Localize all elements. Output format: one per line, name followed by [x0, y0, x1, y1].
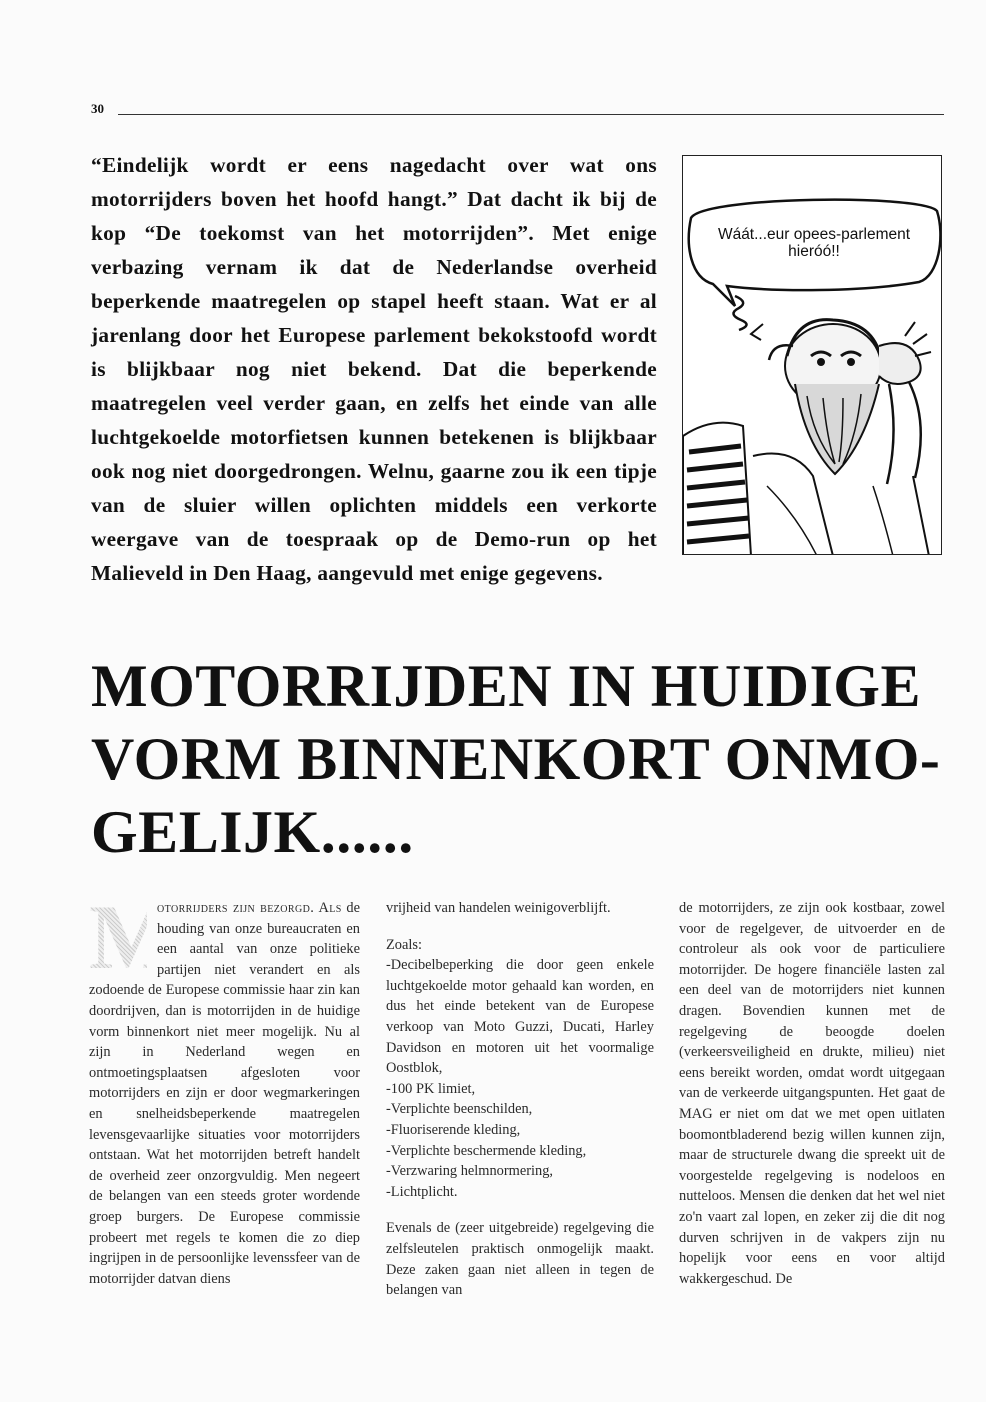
article-body [0, 886, 986, 1368]
list-item: -Verplichte beenschilden, [386, 1101, 533, 1118]
lead-smallcaps: otorrijders zijn bezorgd. Als [157, 900, 342, 916]
article-headline [91, 650, 971, 869]
intro-paragraph [91, 148, 657, 590]
header-rule [118, 114, 944, 115]
article-column-3 [679, 898, 945, 1305]
speech-line-1: Wáát...eur opees-parlement [717, 226, 911, 243]
column-1-text: de houding van onze bureaucraten en een aantal van onze politieke partijen niet verandert en als zodoende de Europese commissie haar zin kan doordrijven, dan is motorrijden in de huidige vorm binnenkort niet meer mogelijk. Nu al zijn in Nederland wegen en ontmoetingsplaatsen afgesloten voor motorrijders en zijn er door wegmarkeringen en snelheidsbeperkende maatregelen levensgevaarlijke situaties voor motorrijders ontstaan. Wat het motorrijden betreft handelt de overheid zeer onzorgvuldig. Men negeert de belangen van een steeds groter wordende groep burgers. De Europese commissie probeert met regels te komen die zo diep ingrijpen in de persoonlijke levenssfeer van de motorrijder datvan diens [89, 900, 361, 1287]
column-3-text: de motorrijders, ze zijn ook kostbaar, zowel voor de regelgever, de uitvoerder en de controleur als ook voor de particuliere motorrijder. De hogere financiële lasten zal een deel van de motorrijders niet kunnen dragen. Bovendien kunnen met de regelgeving de beoogde doelen (verkeersveiligheid en drukte, milieu) niet eens bereikt worden, omdat wordt uitgegaan van de verkeerde uitgangspunten. Het gaat de MAG er niet om dat we met open uitlaten boomontbladerend bezig willen kunnen zijn, maar de structurele dwang die spreekt uit de voorgestelde regelgeving is nodeloos en nutteloos. Mensen die denken dat het wel niet zo'n vaart zal lopen, en zeker zij die dit nog durven schrijven in de vakpers zijn nu hopelijk voor eens en voor altijd wakkergeschud. De [679, 900, 945, 1287]
drop-cap-letter: M [89, 886, 176, 988]
article-column-1 [89, 886, 361, 1289]
list-item: -Lichtplicht. [386, 1183, 458, 1200]
drop-cap [89, 886, 176, 988]
cartoon-illustration [682, 155, 942, 555]
speech-line-2: hieróó!! [788, 243, 840, 260]
biker-figure [683, 320, 931, 555]
list-item: -100 PK limiet, [386, 1080, 476, 1097]
headline-line-1: MOTORRIJDEN IN HUIDIGE [91, 653, 921, 719]
list-intro: Zoals: [386, 936, 422, 953]
intro-text: “Eindelijk wordt er eens nagedacht over wat ons motorrijders boven het hoofd hangt.” Dat dacht ik bij de kop “De toekomst van het motorrijden”. Met enige verbazing vernam ik dat de Nederlandse overheid beperkende maatregelen op stapel heeft staan. Wat er al jarenlang door het Europese parlement bekokstoofd wordt is blijkbaar nog niet bekend. Dat die beperkende maatregelen veel verder gaan, en zelfs het einde van alle luchtgekoelde motorfietsen kunnen betekenen is blijkbaar ook nog niet doorgedrongen. Welnu, gaarne zou ik een tipje van de sluier willen oplichten middels een verkorte weergave van de toespraak op de Demo-run op het Malieveld in Den Haag, aangevuld met enige gegevens. [91, 153, 657, 585]
cartoon-drawing [683, 156, 942, 555]
headline-line-2: VORM BINNENKORT ONMO- [91, 726, 941, 792]
list-item: -Fluoriserende kleding, [386, 1121, 521, 1138]
column-2-paragraph-3: Evenals de (zeer uitgebreide) regelgeving die zelfsleutelen praktisch onmogelijk maakt. Deze zaken gaan niet alleen in tegen de belangen van [386, 1220, 654, 1299]
page-number: 30 [91, 101, 104, 116]
speech-bubble-text [687, 226, 941, 260]
list-item: -Decibelbeperking die door geen enkele luchtgekoelde motor gehaald kan worden, en dus het einde betekent van de Europese verkoop van Moto Guzzi, Ducati, Harley Davidson en motoren uit het voormalige Oostblok, [386, 957, 654, 1077]
headline-line-3: GELIJK...... [91, 799, 414, 865]
list-item: -Verzwaring helmnormering, [386, 1163, 554, 1180]
article-column-2 [386, 898, 654, 1317]
measures-list [386, 955, 654, 1202]
column-2-paragraph-1: vrijheid van handelen weinigoverblijft. [386, 900, 611, 916]
list-item: -Verplichte beschermende kleding, [386, 1142, 587, 1159]
